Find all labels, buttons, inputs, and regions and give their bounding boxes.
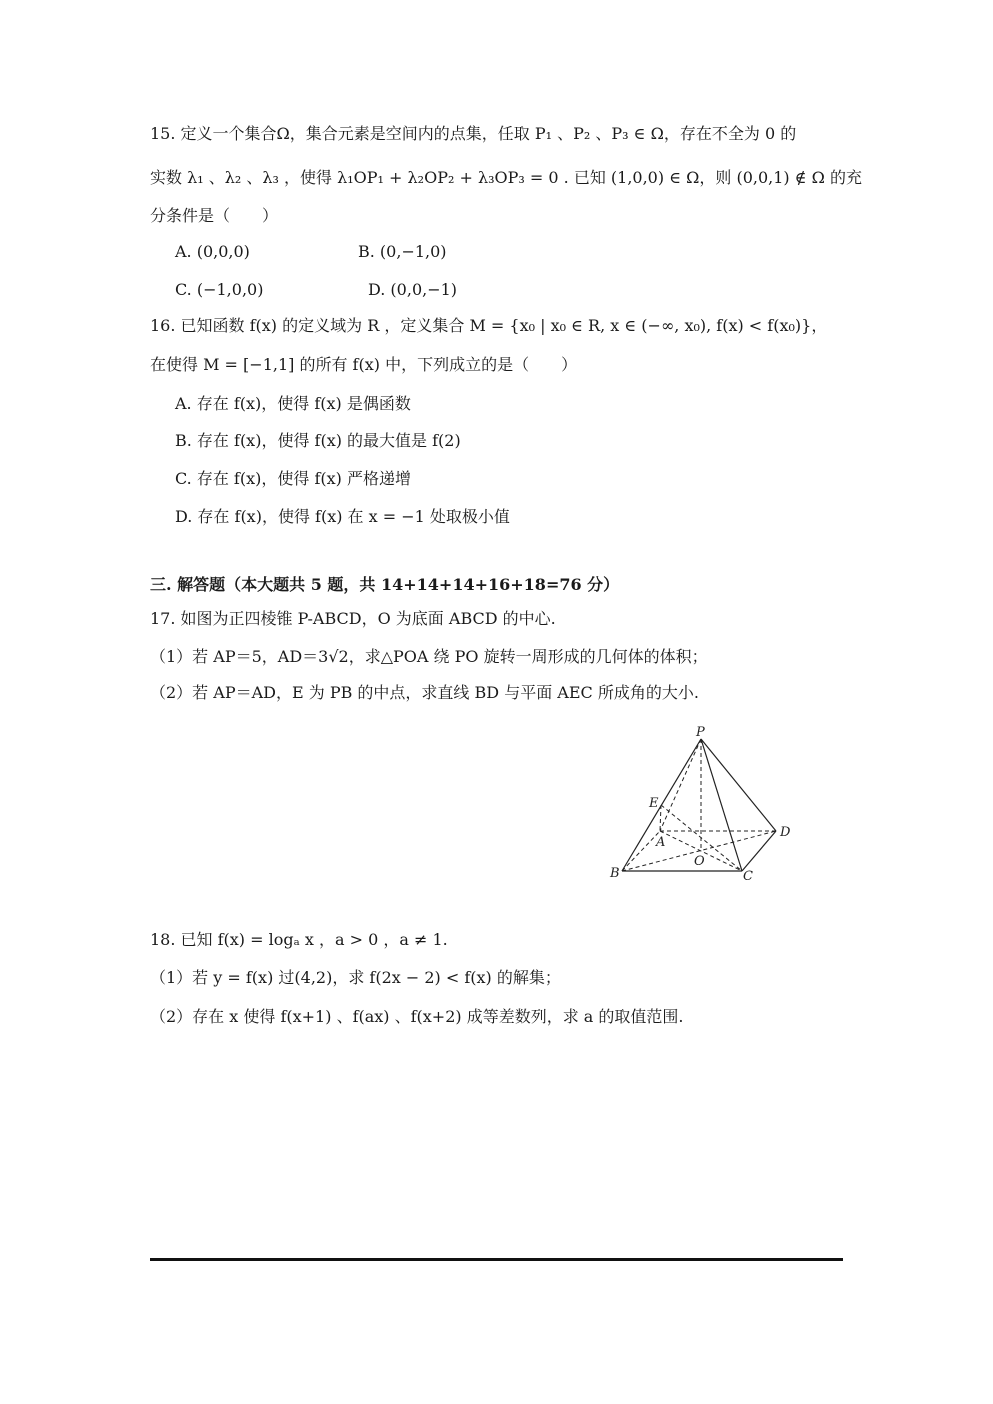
q15-option-b: B. (0,−1,0) [358,242,447,261]
q16-line-1: 16. 已知函数 f(x) 的定义域为 R ，定义集合 M = {x₀ | x₀ ∈ R, x ∈ (−∞, x₀), f(x) < f(x₀)}， [150,316,828,335]
label-e: E [649,796,659,811]
q18-part-1: （1）若 y = f(x) 过(4,2)，求 f(2x − 2) < f(x) 的解集； [150,968,561,987]
edge-pa [660,739,701,831]
q15-line-2: 实数 λ₁ 、λ₂ 、λ₃ ，使得 λ₁OP₁ + λ₂OP₂ + λ₃OP₃ = 0 . 已知 (1,0,0) ∈ Ω，则 (0,0,1) ∉ Ω 的充 [150,168,863,187]
q18-stem: 18. 已知 f(x) = logₐ x ，a > 0 ，a ≠ 1. [150,930,448,949]
label-a: A [656,835,666,850]
pyramid-figure [600,722,800,887]
q16-option-a: A. 存在 f(x)，使得 f(x) 是偶函数 [175,394,411,413]
q17-stem: 17. 如图为正四棱锥 P-ABCD，O 为底面 ABCD 的中心. [150,609,556,628]
edge-pd [701,739,776,831]
edge-pc [701,739,742,871]
footer-rule [150,1258,843,1261]
q15-line-1: 15. 定义一个集合Ω，集合元素是空间内的点集，任取 P₁ 、P₂ 、P₃ ∈ Ω，存在不全为 0 的 [150,124,797,143]
edge-cd [742,831,776,871]
q15-option-c: C. (−1,0,0) [175,280,264,299]
q16-option-d: D. 存在 f(x)，使得 f(x) 在 x = −1 处取极小值 [175,507,510,526]
label-b: B [610,866,620,881]
label-c: C [743,869,753,884]
q16-option-b: B. 存在 f(x)，使得 f(x) 的最大值是 f(2) [175,431,461,450]
segment-ea [660,805,661,831]
q15-option-d: D. (0,0,−1) [368,280,458,299]
label-d: D [780,825,791,840]
q18-part-2: （2）存在 x 使得 f(x+1) 、f(ax) 、f(x+2) 成等差数列，求 a 的取值范围. [150,1007,684,1026]
q17-part-2: （2）若 AP＝AD，E 为 PB 的中点，求直线 BD 与平面 AEC 所成角的大小. [150,683,699,702]
q16-option-c: C. 存在 f(x)，使得 f(x) 严格递增 [175,469,411,488]
edge-ba [622,831,660,871]
label-p: P [696,725,705,740]
q15-line-3: 分条件是（ ） [150,206,279,225]
label-o: O [694,854,705,869]
q15-option-a: A. (0,0,0) [175,242,250,261]
section-3-title: 三. 解答题（本大题共 5 题，共 14+14+14+16+18=76 分） [150,575,620,594]
q17-part-1: （1）若 AP＝5，AD＝3√2，求△POA 绕 PO 旋转一周形成的几何体的体积； [150,647,708,666]
q16-line-2: 在使得 M = [−1,1] 的所有 f(x) 中，下列成立的是（ ） [150,355,578,374]
